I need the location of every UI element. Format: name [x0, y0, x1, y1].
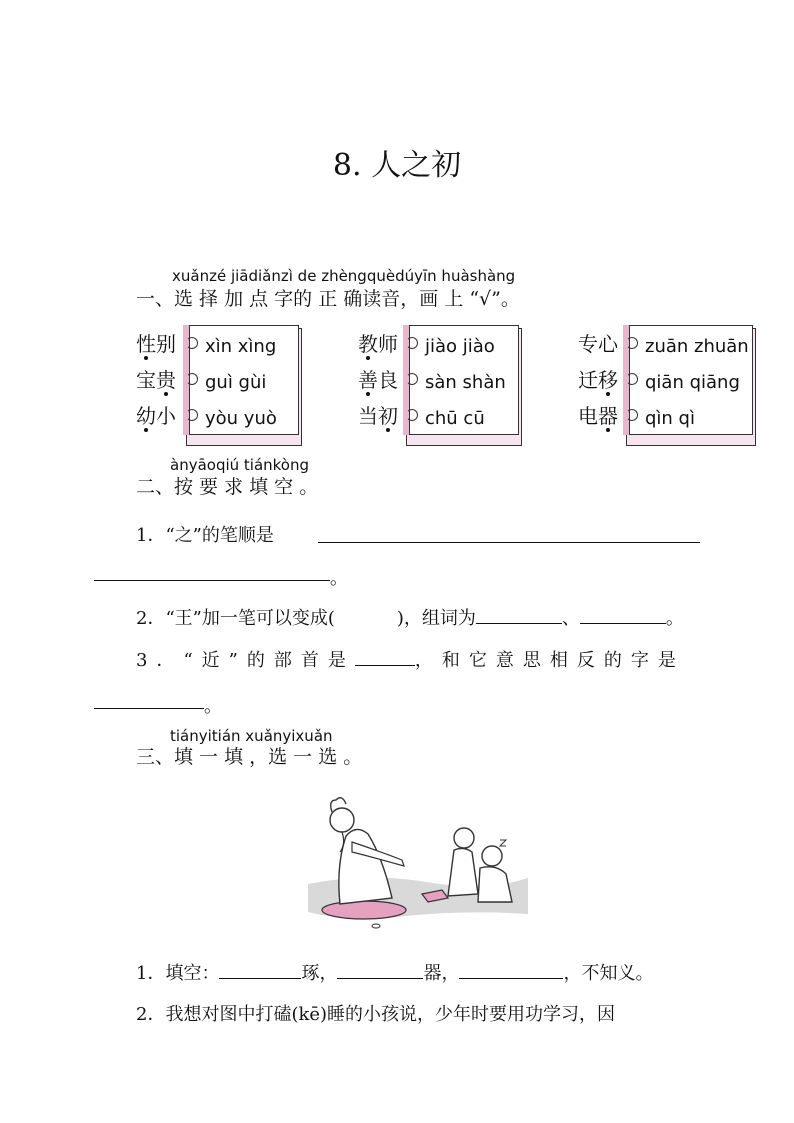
answer-blank[interactable] — [355, 665, 415, 666]
word-group-1 — [136, 326, 176, 434]
answer-blank[interactable] — [94, 558, 330, 581]
question-2-3: 3．“近”的部首是 ，和它意思相反的字是 — [136, 650, 685, 671]
pinyin-option[interactable]: zuān zhuān — [645, 336, 749, 357]
ring-icon — [186, 337, 198, 349]
sleeping-student-head — [482, 846, 502, 866]
emphasis-dot — [366, 392, 370, 396]
sleep-z-icon — [500, 840, 506, 846]
word: 性别 — [136, 332, 176, 356]
ring-icon — [406, 373, 418, 385]
pebble — [372, 924, 380, 928]
emphasis-dot — [606, 392, 610, 396]
emphasis-dot — [144, 428, 148, 432]
ring-icon — [186, 373, 198, 385]
section3-heading: 三、填 一 填 ，选 一 选 。 — [136, 746, 363, 768]
pinyin-option[interactable]: xìn xìng — [205, 336, 277, 357]
option-book-2 — [403, 325, 521, 443]
teacher-robe — [339, 829, 392, 904]
word-group-2 — [358, 326, 398, 434]
teacher-head — [330, 808, 354, 832]
word: 专心 — [578, 332, 618, 356]
question-label: 1．“之”的笔顺是 — [136, 525, 274, 546]
emphasis-dot — [144, 356, 148, 360]
word: 电器 — [578, 404, 618, 428]
answer-blank[interactable] — [580, 623, 666, 624]
word: 幼小 — [136, 404, 176, 428]
ring-icon — [626, 373, 638, 385]
period: 。 — [204, 696, 222, 717]
answer-blank[interactable] — [337, 978, 423, 979]
question-3-2: 2．我想对图中打磕(kē)睡的小孩说，少年时要用功学习，因 — [136, 1004, 616, 1025]
option-book-1 — [183, 325, 301, 443]
page-title: 8. 人之初 — [332, 148, 462, 183]
section1-heading: 一、选 择 加 点 字的 正 确读音，画 上 “√”。 — [136, 288, 520, 310]
section2-pinyin: ànyāoqiú tiánkòng — [170, 456, 310, 474]
pinyin-option[interactable]: jiào jiào — [425, 336, 495, 357]
word-group-3 — [578, 326, 618, 434]
section2-heading: 二、按 要 求 填 空 。 — [136, 476, 319, 498]
pinyin-option[interactable]: yòu yuò — [205, 408, 277, 429]
ring-icon — [406, 409, 418, 421]
pinyin-option[interactable]: qìn qì — [645, 408, 695, 429]
ring-icon — [186, 409, 198, 421]
question-2-1 — [136, 521, 274, 547]
answer-blank[interactable] — [318, 520, 700, 543]
word: 当初 — [358, 404, 398, 428]
question-3-1: 1．填空： 琢， 器， ，不知义。 — [136, 963, 654, 984]
ring-icon — [626, 337, 638, 349]
emphasis-dot — [606, 428, 610, 432]
answer-blank[interactable] — [94, 688, 204, 709]
teacher-students-illustration — [306, 786, 530, 932]
answer-blank[interactable] — [476, 623, 562, 624]
option-book-3 — [623, 325, 749, 443]
ring-icon — [626, 409, 638, 421]
word: 教师 — [358, 332, 398, 356]
word: 迁移 — [578, 368, 618, 392]
section3-pinyin: tiányitián xuǎnyixuǎn — [170, 727, 333, 745]
pinyin-option[interactable]: chū cū — [425, 408, 485, 429]
emphasis-dot — [386, 428, 390, 432]
sleeping-student-body — [478, 867, 512, 902]
student-head — [454, 828, 474, 848]
emphasis-dot — [366, 356, 370, 360]
answer-blank[interactable] — [219, 978, 301, 979]
word: 善良 — [358, 368, 398, 392]
word: 宝贵 — [136, 368, 176, 392]
question-2-2: 2．“王”加一笔可以变成( )，组词为 、 。 — [136, 608, 684, 629]
pinyin-option[interactable]: sàn shàn — [425, 372, 506, 393]
cushion — [322, 901, 406, 919]
student-body — [448, 848, 478, 896]
section1-pinyin: xuǎnzé jiādiǎnzì de zhèngquèdúyīn huàshàng — [172, 267, 516, 285]
answer-blank[interactable] — [459, 978, 563, 979]
pinyin-option[interactable]: qiān qiāng — [645, 372, 740, 393]
pinyin-option[interactable]: guì gùi — [205, 372, 267, 393]
emphasis-dot — [164, 392, 168, 396]
ring-icon — [406, 337, 418, 349]
period: 。 — [330, 568, 348, 589]
